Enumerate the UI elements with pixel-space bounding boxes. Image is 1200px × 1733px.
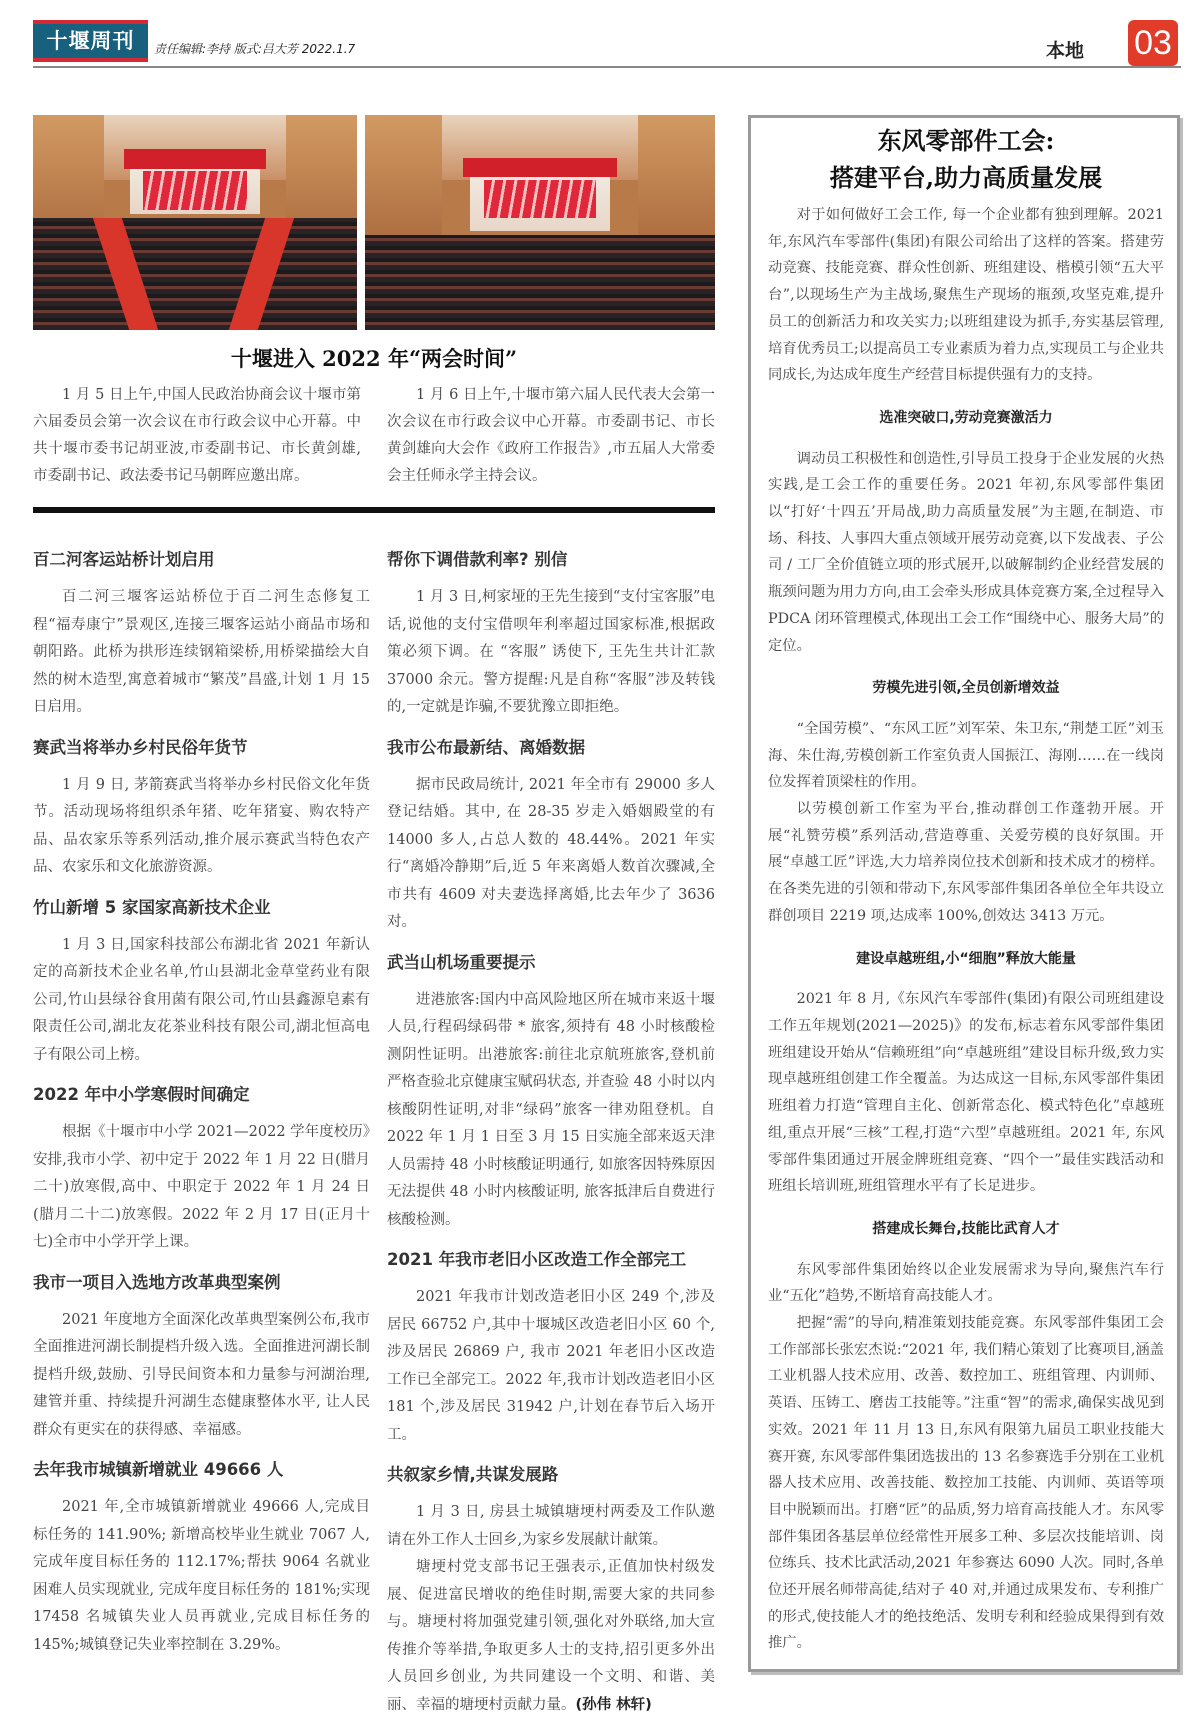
news-item — [33, 1083, 370, 1257]
news-headline: 竹山新增 5 家国家高新技术企业 — [33, 897, 271, 917]
feature-subheading: 搭建成长舞台,技能比武育人才 — [872, 1220, 1060, 1237]
news-item — [387, 736, 715, 937]
feature-subheading: 劳模先进引领,全员创新增效益 — [872, 680, 1060, 697]
news-headline: 我市公布最新结、离婚数据 — [387, 737, 585, 757]
section-name: 本地 — [1045, 40, 1084, 62]
news-body: 根据《十堰市中小学 2021—2022 学年度校历》安排,我市小学、初中定于 2022 年 1 月 22 日(腊月二十)放寒假,高中、中职定于 2022 年 1 月 24 日(腊月二十二)放寒假。2022 年 2 月 17 日(正月十七)全市中小学开学上课。 — [33, 1124, 370, 1250]
photo-cppcc-session — [33, 115, 357, 330]
news-headline: 帮你下调借款利率? 别信 — [387, 550, 568, 569]
header-rule — [33, 66, 1181, 68]
feature-subheading: 选准突破口,劳动竞赛激活力 — [879, 409, 1053, 426]
masthead-logo: 十堰周刊 — [33, 20, 148, 62]
feature-body: 2021 年 8 月,《东风汽车零部件(集团)有限公司班组建设工作五年规划(2021—2025)》的发布,标志着东风零部件集团班组建设开始从“信赖班组”向“卓越班组”建设目标升级,致力实现卓越班组创建工作全覆盖。为达成这一目标,东风零部件集团班组着力打造“管理自主化、创新常态化、模式特色化”卓越班组,重点开展“三核”工程,打造“六型”卓越班组。2021 年, 东风零部件集团通过开展金牌班组竞赛、“四个一”最佳实践活动和班组长培训班,班组管理水平有了长足进步。 — [768, 991, 1164, 1195]
section-divider — [33, 507, 715, 513]
news-item — [387, 1248, 715, 1449]
feature-article — [768, 122, 1164, 1657]
news-item — [387, 1463, 715, 1719]
news-body: 2021 年,全市城镇新增就业 49666 人,完成目标任务的 141.90%; 新增高校毕业生就业 7067 人,完成年度目标任务的 112.17%;帮扶 9064 名就业困难人员实现就业, 完成年度目标任务的 181%;实现 17458 名城镇失业人员再就业,完成目标任务的 145%;城镇登记失业率控制在 3.29%。 — [33, 1499, 370, 1653]
news-item — [33, 1271, 370, 1445]
news-headline: 我市一项目入选地方改革典型案例 — [33, 1272, 281, 1292]
news-headline: 百二河客运站桥计划启用 — [33, 550, 215, 569]
byline: (孙伟 林轩) — [575, 1696, 652, 1713]
feature-body: 以劳模创新工作室为平台,推动群创工作蓬勃开展。开展“礼赞劳模”系列活动,营造尊重、关爱劳模的良好氛围。开展“卓越工匠”评选,大力培养岗位技术创新和技术成才的榜样。在各类先进的引领和带动下,东风零部件集团各单位全年共设立群创项目 2219 项,达成率 100%,创效达 3413 万元。 — [768, 801, 1164, 924]
feature-body: 把握“需”的导向,精准策划技能竞赛。东风零部件集团工会工作部部长张宏杰说:“2021 年, 我们精心策划了比赛项目,涵盖工业机器人技术应用、改善、数控加工、班组管理、内训师、英语、压铸工、磨齿工技能等。”注重“智”的需求,确保实战见到实效。2021 年 11 月 13 日,东风有限第九届员工职业技能大赛开赛, 东风零部件集团选拔出的 13 名参赛选手分别在工业机器人技术应用、改善技能、数控加工技能、内训师、英语等项目中脱颖而出。打磨“匠”的品质,努力培育高技能人才。东风零部件集团各基层单位经常性开展多工种、多层次技能培训、岗位练兵、技术比武活动,2021 年参赛达 6090 人次。同时,各单位还开展名师带高徒,结对子 40 对,并通过成果发布、专利推广的形式,使技能人才的绝技绝活、发明专利和经验成果得到有效推广。 — [768, 1315, 1164, 1652]
news-headline: 2021 年我市老旧小区改造工作全部完工 — [387, 1250, 687, 1269]
top-story-title: 十堰进入 2022 年“两会时间” — [230, 346, 518, 371]
news-item — [33, 548, 370, 722]
middle-news-column — [387, 548, 715, 1733]
feature-body: “全国劳模”、“东风工匠”刘军荣、朱卫东,“荆楚工匠”刘玉海、朱仕海,劳模创新工作室负责人国振江、海刚……在一线岗位发挥着顶梁柱的作用。 — [768, 720, 1164, 791]
news-body: 百二河三堰客运站桥位于百二河生态修复工程“福寿康宁”景观区,连接三堰客运站小商品市场和朝阳路。此桥为拱形连续钢箱梁桥,用桥梁描绘大自然的树木造型,寓意着城市“繁茂”昌盛,计划 1 月 15 日启用。 — [33, 589, 370, 715]
feature-subheading: 建设卓越班组,小“细胞”释放大能量 — [856, 950, 1076, 967]
news-body: 据市民政局统计, 2021 年全市有 29000 多人登记结婚。其中, 在 28-35 岁走入婚姻殿堂的有 14000 多人,占总人数的 48.44%。2021 年实行“离婚冷静期”后,近 5 年来离婚人数首次骤减,全市共有 4609 对夫妻选择离婚,比去年少了 3636 对。 — [387, 776, 715, 930]
news-body: 1 月 9 日, 茅箭赛武当将举办乡村民俗文化年货节。活动现场将组织杀年猪、吃年猪宴、购农特产品、品农家乐等系列活动,推介展示赛武当特色农产品、农家乐和文化旅游资源。 — [33, 776, 370, 875]
left-news-column — [33, 548, 370, 1673]
news-body: 1 月 3 日,国家科技部公布湖北省 2021 年新认定的高新技术企业名单,竹山县湖北金草堂药业有限公司,竹山县绿谷食用菌有限公司,竹山县鑫源皂素有限责任公司,湖北友花茶业科技有限公司,湖北恒高电子有限公司上榜。 — [33, 936, 370, 1063]
editor-credits: 责任编辑:李持 版式:吕大芳 2022.1.7 — [154, 42, 356, 56]
news-body: 进港旅客:国内中高风险地区所在城市来返十堰人员,行程码绿码带 * 旅客,须持有 48 小时核酸检测阴性证明。出港旅客:前往北京航班旅客,登机前严格查验北京健康宝赋码状态, 并查验 48 小时以内核酸阴性证明,对非“绿码”旅客一律劝阻登机。自 2022 年 1 月 1 日至 3 月 15 日实施全部来返天津人员需持 48 小时核酸证明通行, 如旅客因特殊原因无法提供 48 小时内核酸证明, 旅客抵津后自费进行核酸检测。 — [387, 991, 715, 1228]
photo-npc-session — [365, 115, 715, 330]
photo-caption-left: 1 月 5 日上午,中国人民政治协商会议十堰市第六届委员会第一次会议在市行政会议中心开幕。中共十堰市委书记胡亚波,市委副书记、市长黄剑雄,市委副书记、政法委书记马朝晖应邀出席。 — [33, 387, 361, 484]
news-body: 1 月 3 日,柯家垭的王先生接到“支付宝客服”电话,说他的支付宝借呗年利率超过国家标准,根据政策必须下调。在 “客服” 诱使下, 王先生共计汇款 37000 余元。警方提醒:凡是自称“客服”涉及转钱的,一定就是诈骗,不要犹豫立即拒绝。 — [387, 589, 715, 715]
news-headline: 赛武当将举办乡村民俗年货节 — [33, 737, 248, 757]
news-headline: 去年我市城镇新增就业 49666 人 — [33, 1460, 284, 1479]
news-headline: 2022 年中小学寒假时间确定 — [33, 1085, 250, 1104]
news-item — [33, 1458, 370, 1659]
page-number-badge: 03 — [1128, 20, 1178, 66]
feature-title-line1: 东风零部件工会: — [877, 126, 1055, 155]
feature-lead: 对于如何做好工会工作, 每一个企业都有独到理解。2021 年,东风汽车零部件(集团)有限公司给出了这样的答案。搭建劳动竞赛、技能竞赛、群众性创新、班组建设、楷模引领“五大平台”,以现场生产为主战场,聚焦生产现场的瓶颈,攻坚克难,提升员工的创新活力和攻关实力;以班组建设为抓手,夯实基层管理,培育优秀员工;以提高员工专业素质为着力点,实现员工与企业共同成长,为达成年度生产经营目标提供强有力的支持。 — [768, 207, 1164, 384]
news-item — [33, 896, 370, 1070]
news-body: 2021 年度地方全面深化改革典型案例公布,我市全面推进河湖长制提档升级入选。全面推进河湖长制提档升级,鼓励、引导民间资本和力量参与河湖治理,建管并重、持续提升河湖生态健康整体水平, 让人民群众有更实在的获得感、幸福感。 — [33, 1311, 370, 1438]
feature-body: 东风零部件集团始终以企业发展需求为导向,聚焦汽车行业“五化”趋势,不断培育高技能人才。 — [768, 1261, 1164, 1305]
news-item — [387, 548, 715, 722]
photo-caption-right: 1 月 6 日上午,十堰市第六届人民代表大会第一次会议在市行政会议中心开幕。市委副书记、市长黄剑雄向大会作《政府工作报告》,市五届人大常委会主任师永学主持会议。 — [387, 387, 715, 484]
news-body: 塘埂村党支部书记王强表示,正值加快村级发展、促进富民增收的绝佳时期,需要大家的共同参与。塘埂村将加强党建引领,强化对外联络,加大宣传推介等举措,争取更多人士的支持,招引更多外出人员回乡创业, 为共同建设一个文明、和谐、美丽、幸福的塘埂村贡献力量。(孙伟 林轩) — [387, 1559, 715, 1713]
news-headline: 共叙家乡情,共谋发展路 — [387, 1465, 559, 1484]
news-headline: 武当山机场重要提示 — [387, 952, 536, 972]
feature-title-line2: 搭建平台,助力高质量发展 — [829, 163, 1103, 192]
news-body: 1 月 3 日, 房县土城镇塘埂村两委及工作队邀请在外工作人士回乡,为家乡发展献计献策。 — [387, 1504, 715, 1548]
news-body: 2021 年我市计划改造老旧小区 249 个,涉及居民 66752 户,其中十堰城区改造老旧小区 60 个,涉及居民 26869 户, 我市 2021 年老旧小区改造工作已全部完工。2022 年,我市计划改造老旧小区 181 个,涉及居民 31942 户,计划在春节后入场开工。 — [387, 1289, 715, 1443]
feature-body: 调动员工积极性和创造性,引导员工投身于企业发展的火热实践,是工会工作的重要任务。2021 年初,东风零部件集团以“打好‘十四五’开局战,助力高质量发展”为主题,在制造、市场、科技、人事四大重点领域开展劳动竞赛,以下发战表、子公司 / 工厂全价值链立项的形式展开,以破解制约企业经营发展的瓶颈问题为用力方向,由工会牵头形成具体竞赛方案,全过程导入 PDCA 闭环管理模式,体现出工会工作“围绕中心、服务大局”的定位。 — [768, 450, 1164, 654]
news-item — [33, 736, 370, 882]
news-item — [387, 951, 715, 1235]
